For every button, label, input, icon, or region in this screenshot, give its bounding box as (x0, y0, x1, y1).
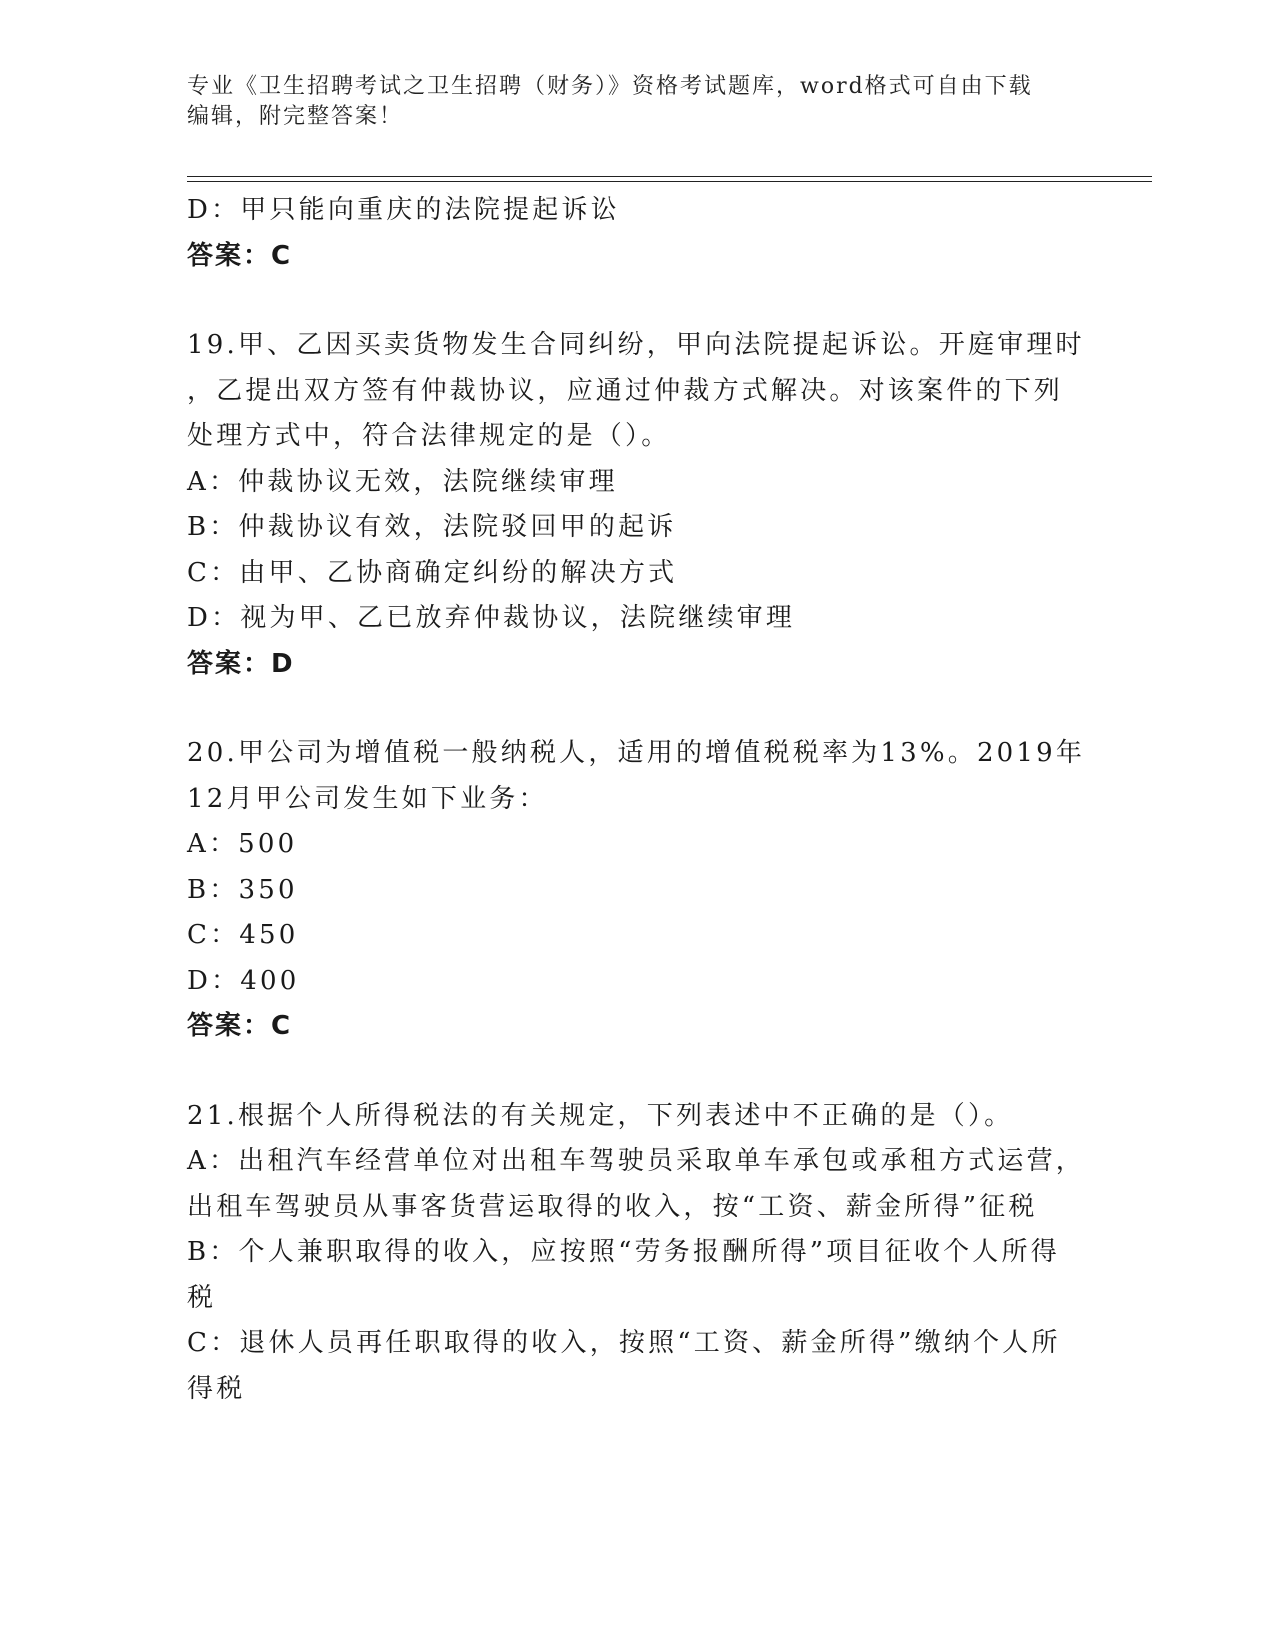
question-stem: 12月甲公司发生如下业务： (187, 783, 548, 814)
option-a: A：500 (187, 829, 298, 859)
answer: 答案：C (187, 240, 293, 271)
header-divider-top (187, 176, 1152, 177)
header-divider-bottom (187, 181, 1152, 182)
option-b-continued: 税 (187, 1282, 217, 1313)
option-a-continued: 出租车驾驶员从事客货营运取得的收入，按“工资、薪金所得”征税 (187, 1191, 1038, 1222)
question-stem: 处理方式中，符合法律规定的是（）。 (187, 421, 671, 451)
option-c: C：由甲、乙协商确定纠纷的解决方式 (187, 557, 678, 588)
option-a: A：出租汽车经营单位对出租车驾驶员采取单车承包或承租方式运营， (187, 1146, 1085, 1176)
option-b: B：350 (187, 874, 298, 905)
question-content (187, 188, 1087, 1412)
option-b: B：仲裁协议有效，法院驳回甲的起诉 (187, 512, 677, 542)
question-stem: 20.甲公司为增值税一般纳税人，适用的增值税税率为13%。2019年 (187, 738, 1086, 768)
option-a: A：仲裁协议无效，法院继续审理 (187, 466, 618, 497)
question-stem: ，乙提出双方签有仲裁协议，应通过仲裁方式解决。对该案件的下列 (187, 375, 1064, 406)
question-21 (187, 1094, 1087, 1413)
question-19 (187, 323, 1087, 687)
spacer (187, 1050, 1087, 1094)
option-d: D：甲只能向重庆的法院提起诉讼 (187, 195, 620, 225)
option-c: C：退休人员再任职取得的收入，按照“工资、薪金所得”缴纳个人所 (187, 1328, 1061, 1358)
answer: 答案：C (187, 1011, 293, 1041)
answer: 答案：D (187, 648, 295, 679)
question-18-tail (187, 188, 1087, 279)
header-line-2: 编辑，附完整答案！ (187, 104, 404, 129)
spacer (187, 279, 1087, 323)
option-c-continued: 得税 (187, 1373, 246, 1404)
header-line-1: 专业《卫生招聘考试之卫生招聘（财务）》资格考试题库，word格式可自由下载 (187, 74, 1033, 99)
option-b: B：个人兼职取得的收入，应按照“劳务报酬所得”项目征收个人所得 (187, 1237, 1060, 1267)
question-stem: 21.根据个人所得税法的有关规定，下列表述中不正确的是（）。 (187, 1100, 1014, 1131)
option-d: D：视为甲、乙已放弃仲裁协议，法院继续审理 (187, 603, 796, 633)
option-d: D：400 (187, 965, 300, 996)
option-c: C：450 (187, 920, 299, 950)
page-header (187, 72, 1067, 132)
question-stem: 19.甲、乙因买卖货物发生合同纠纷，甲向法院提起诉讼。开庭审理时 (187, 330, 1085, 360)
question-20 (187, 731, 1087, 1050)
spacer (187, 687, 1087, 731)
